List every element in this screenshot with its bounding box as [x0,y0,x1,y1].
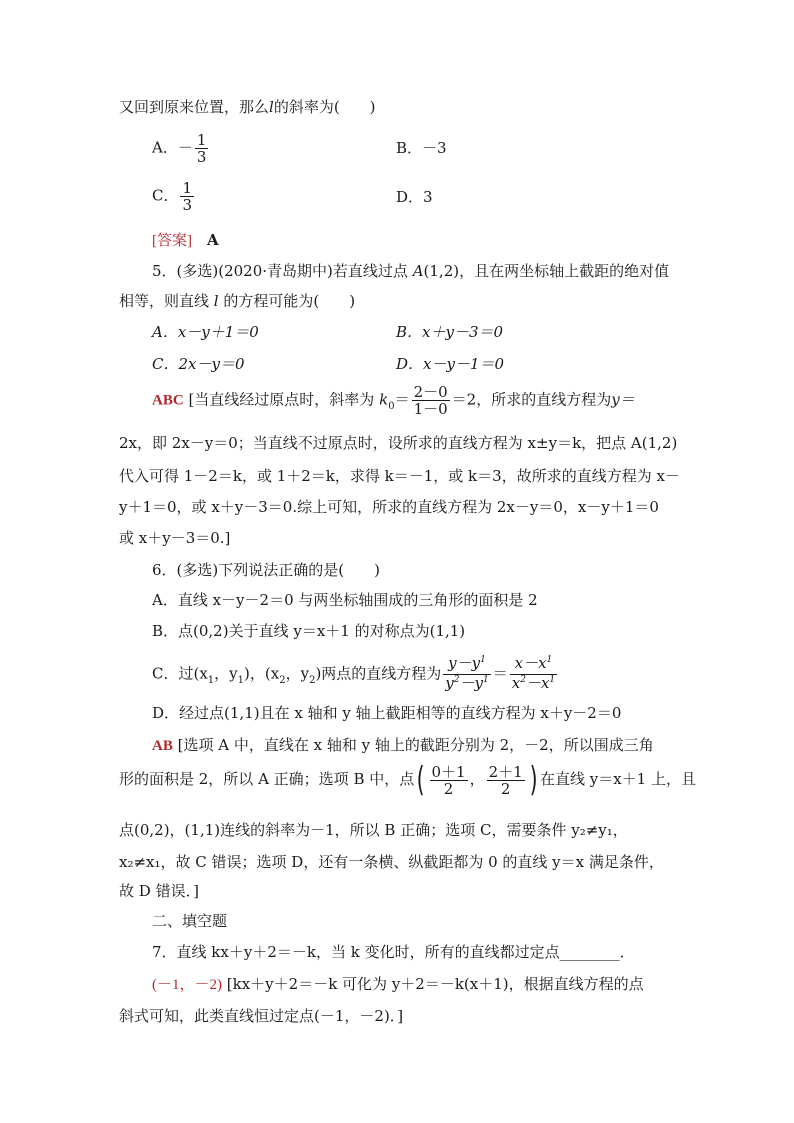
q7-solution-line1: (－1，－2) [kx＋y＋2＝－k 可化为 y＋2＝－k(x＋1)，根据直线方程的点 [152,975,644,993]
q4-option-c: C． $\frac{1}{3}$ [152,179,193,214]
q5-solution-line5: 或 x＋y－3＝0.] [119,529,231,547]
q6-option-a: A．直线 x－y－2＝0 与两坐标轴围成的三角形的面积是 2 [152,591,538,609]
q6-stem: 6．(多选)下列说法正确的是( ) [152,561,380,579]
q5-option-d: D．x－y－1＝0 [396,355,505,373]
q6-solution-line4: x₂≠x₁，故 C 错误；选项 D，还有一条横、纵截距都为 0 的直线 y＝x 满足条件， [119,853,664,871]
q5-option-b: B．x＋y－3＝0 [396,323,504,341]
q5-solution-line3: 代入可得 1－2＝k，或 1＋2＝k，求得 k＝－1，或 k＝3，故所求的直线方程为 x－ [119,467,680,485]
q4-option-a: A．－ $\frac{1}{3}$ [152,131,207,166]
q6-answer-key: AB [152,738,173,754]
continuation-line: 又回到原来位置，那么l的斜率为( ) [119,98,376,116]
q6-solution-line3: 点(0,2)，(1,1)连线的斜率为－1，所以 B 正确；选项 C，需要条件 y₂≠y₁， [119,821,628,839]
q7-answer-key: (－1，－2) [152,977,222,993]
q5-stem-line2: 相等，则直线 l 的方程可能为( ) [119,292,356,310]
q7-stem: 7．直线 kx＋y＋2＝－k，当 k 变化时，所有的直线都过定点________． [152,943,635,961]
q6-solution-line5: 故 D 错误．] [119,882,199,900]
q5-option-a: A．x－y＋1＝0 [152,323,259,341]
q6-solution-line1: AB [选项 A 中，直线在 x 轴和 y 轴上的截距分别为 2，－2，所以围成三角 [152,736,654,754]
q5-answer-key: ABC [152,392,184,409]
q5-stem-line1: 5．(多选)(2020·青岛期中)若直线过点 A(1,2)，且在两坐标轴上截距的绝对值 [152,262,670,280]
q4-answer: [答案] A [152,231,219,249]
q4-option-b: B．－3 [396,139,447,157]
q7-solution-line2: 斜式可知，此类直线恒过定点(－1，－2)．] [119,1007,404,1025]
q5-solution-line1: ABC [当直线经过原点时，斜率为 $k_0=$ $\frac{2-0}{1-0}$ ＝2，所求的直线方程为y＝ [152,383,635,418]
q5-option-c: C．2x－y＝0 [152,355,245,373]
q5-solution-line4: y＋1＝0，或 x＋y－3＝0.综上可知，所求的直线方程为 2x－y＝0，x－y＋1＝0 [119,498,659,516]
section-title: 二、填空题 [152,912,228,930]
q6-option-c: C．过($x_1$，$y_1$)，($x_2$，$y_2$)两点的直线方程为 $\frac{y-y^1}{y^2-y^1}$ ＝ $\frac{x-x^1}{x^2-x^1}$ [152,654,556,692]
q5-solution-line2: 2x，即 2x－y＝0；当直线不过原点时，设所求的直线方程为 x±y＝k，把点 A(1,2) [119,434,678,452]
q6-solution-line2: 形的面积是 2，所以 A 正确；选项 B 中，点( $\frac{0+1}{2}$ ， $\frac{2+1}{2}$ ) 在直线 y＝x＋1 上，且 [119,760,696,800]
q4-option-d: D．3 [396,188,433,206]
q6-option-b: B．点(0,2)关于直线 y＝x＋1 的对称点为(1,1) [152,622,466,640]
q6-option-d: D．经过点(1,1)且在 x 轴和 y 轴上截距相等的直线方程为 x＋y－2＝0 [152,704,622,722]
